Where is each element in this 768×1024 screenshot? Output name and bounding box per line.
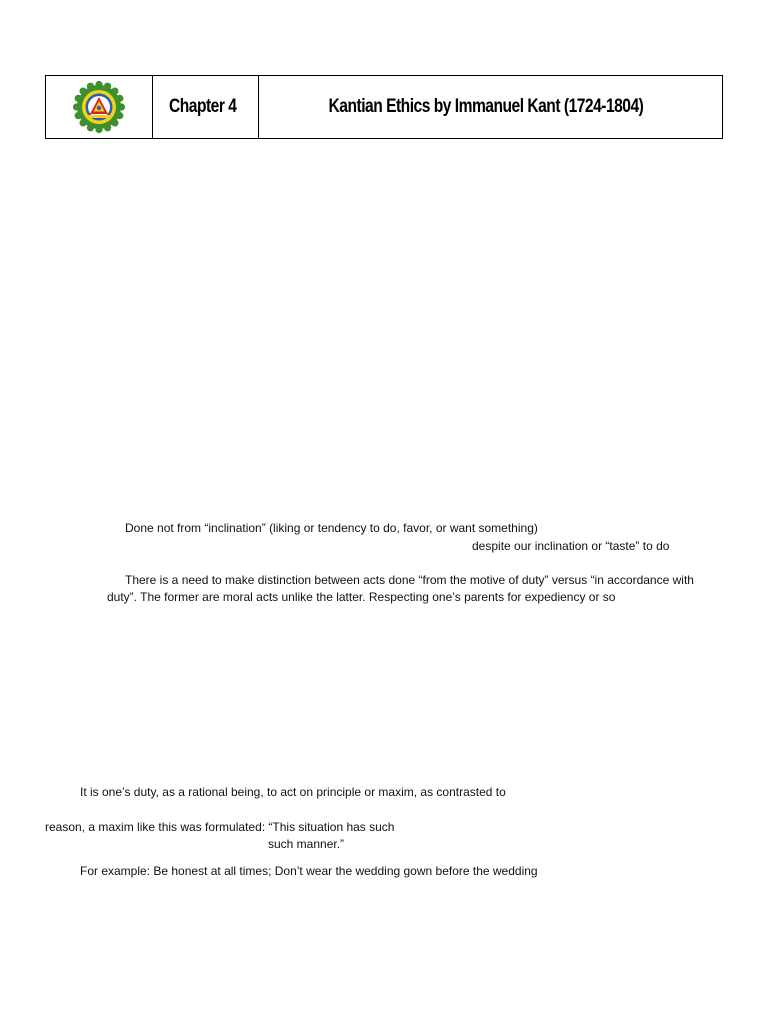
body-line-moral-acts: duty”. The former are moral acts unlike the latter. Respecting one’s parents for expediency or so: [107, 590, 616, 604]
school-seal-icon: [72, 80, 126, 134]
chapter-header-table: [45, 75, 723, 139]
chapter-label: Chapter 4: [169, 96, 237, 117]
body-line-inclination: Done not from “inclination” (liking or tendency to do, favor, or want something): [125, 521, 538, 535]
body-line-reason-maxim: reason, a maxim like this was formulated: “This situation has such: [45, 820, 395, 834]
logo-cell: [46, 76, 153, 138]
body-line-distinction: There is a need to make distinction between acts done “from the motive of duty” versus “in accordance with: [125, 573, 694, 587]
title-cell: [259, 76, 722, 138]
body-line-taste: despite our inclination or “taste” to do: [472, 539, 670, 553]
chapter-cell: [153, 76, 259, 138]
body-line-duty-maxim: It is one’s duty, as a rational being, to act on principle or maxim, as contrasted to: [80, 785, 506, 799]
page-title: Kantian Ethics by Immanuel Kant (1724-1804): [328, 96, 643, 117]
body-line-such-manner: such manner.”: [268, 837, 345, 851]
body-line-example: For example: Be honest at all times; Don’t wear the wedding gown before the wedding: [80, 864, 538, 878]
